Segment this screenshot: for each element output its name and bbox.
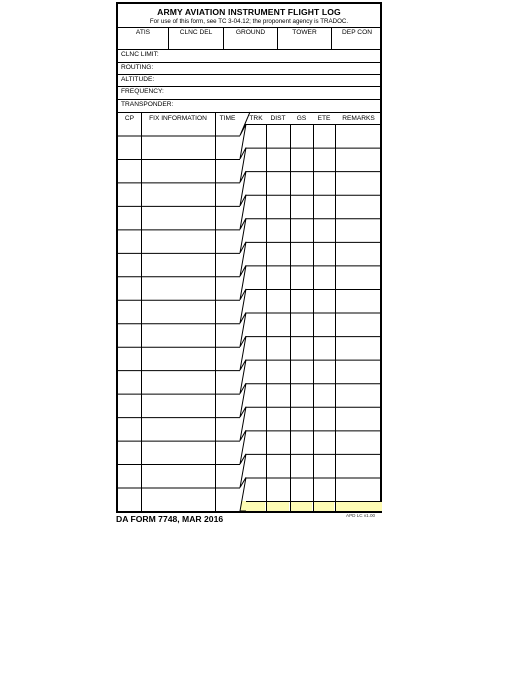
col-header-ete: ETE [317, 115, 331, 122]
comm-header-tower: TOWER [292, 29, 317, 36]
comm-header-ground: GROUND [235, 29, 266, 36]
col-header-dist: DIST [270, 115, 286, 122]
log-grid [118, 4, 382, 511]
col-header-trk: TRK [249, 115, 263, 122]
field-clnc-limit: CLNC LIMIT: [121, 51, 159, 58]
comm-header-dep-con: DEP CON [342, 29, 372, 36]
field-frequency: FREQUENCY: [121, 88, 164, 95]
comm-header-atis: ATIS [135, 29, 151, 36]
version-label: APD LC v1.00 [346, 513, 376, 518]
form-title: ARMY AVIATION INSTRUMENT FLIGHT LOG [157, 7, 341, 17]
flight-log-form [116, 2, 382, 513]
col-header-cp: CP [124, 115, 135, 122]
field-transponder: TRANSPONDER: [121, 101, 174, 108]
comm-header-clnc-del: CLNC DEL [179, 29, 213, 36]
col-header-fix-information: FIX INFORMATION [149, 115, 207, 122]
col-header-gs: GS [296, 115, 307, 122]
field-altitude: ALTITUDE: [121, 76, 155, 83]
col-header-time: TIME [219, 115, 236, 122]
form-subtitle: For use of this form, see TC 3-04.12; the proponent agency is TRADOC. [149, 18, 349, 25]
field-routing: ROUTING: [121, 64, 154, 71]
form-number: DA FORM 7748, MAR 2016 [116, 514, 224, 524]
col-header-remarks: REMARKS [342, 115, 375, 122]
